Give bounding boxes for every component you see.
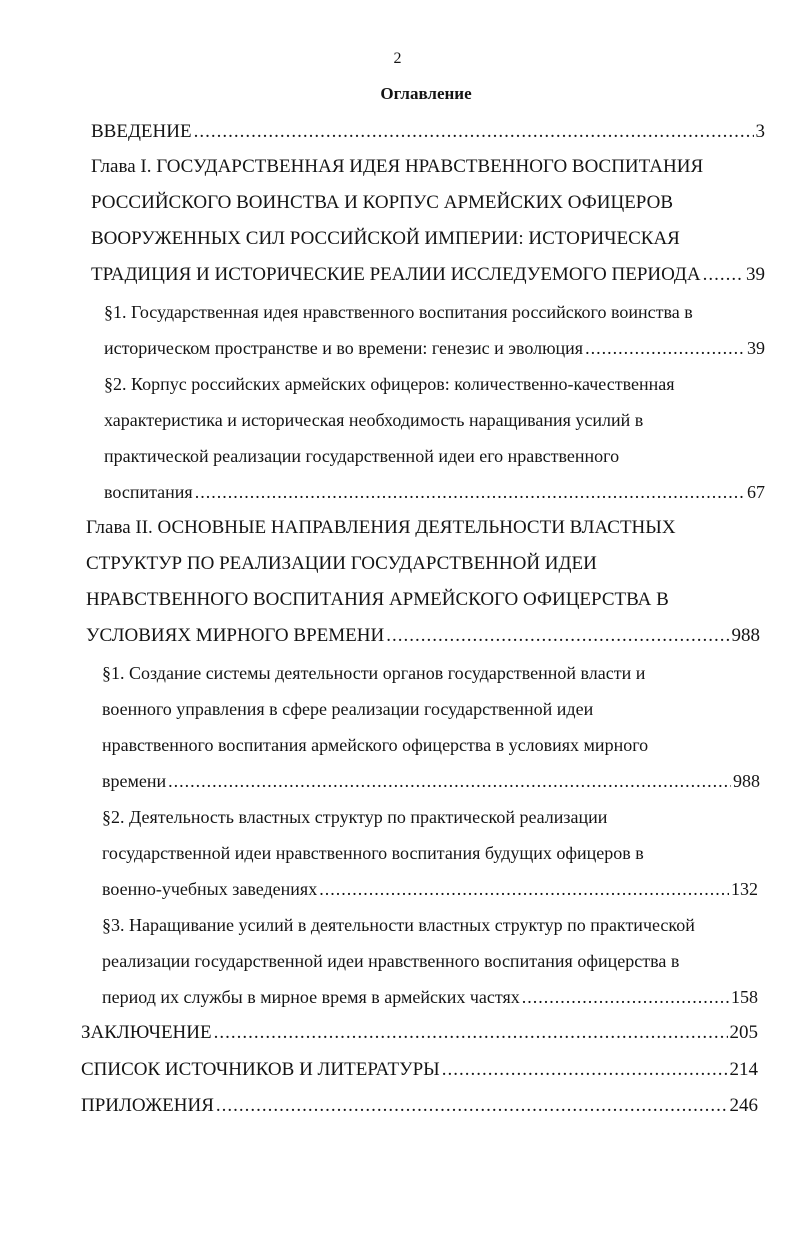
dot-leader xyxy=(216,1092,728,1120)
toc-entry-conclusion[interactable] xyxy=(81,1019,758,1047)
toc-entry-last-line xyxy=(102,875,758,903)
dot-leader xyxy=(585,334,745,362)
toc-entry-title: УСЛОВИЯХ МИРНОГО ВРЕМЕНИ xyxy=(86,625,385,646)
toc-entry-line: государственной идеи нравственного воспитания будущих офицеров в xyxy=(102,843,644,863)
toc-entry-page: 246 xyxy=(729,1095,758,1116)
toc-entry-page: 39 xyxy=(746,264,765,285)
toc-entry-page: 988 xyxy=(731,625,760,646)
dot-leader xyxy=(442,1056,728,1084)
toc-entry-introduction[interactable] xyxy=(91,118,765,146)
toc-entry-page: 988 xyxy=(733,771,760,791)
toc-entry-line: ВООРУЖЕННЫХ СИЛ РОССИЙСКОЙ ИМПЕРИИ: ИСТОРИЧЕСКАЯ xyxy=(91,228,680,249)
toc-entry-page: 214 xyxy=(729,1059,758,1080)
dot-leader xyxy=(703,261,744,289)
toc-entry-title: период их службы в мирное время в армейских частях xyxy=(102,987,520,1007)
toc-entry-title: СПИСОК ИСТОЧНИКОВ И ЛИТЕРАТУРЫ xyxy=(81,1059,440,1080)
dot-leader xyxy=(386,622,729,650)
toc-entry-page: 39 xyxy=(747,338,765,358)
toc-entry-line: §3. Наращивание усилий в деятельности властных структур по практической xyxy=(102,915,695,935)
toc-entry-line: РОССИЙСКОГО ВОИНСТВА И КОРПУС АРМЕЙСКИХ ОФИЦЕРОВ xyxy=(91,192,673,213)
toc-entry-title: ТРАДИЦИЯ И ИСТОРИЧЕСКИЕ РЕАЛИИ ИССЛЕДУЕМОГО ПЕРИОДА xyxy=(91,264,701,285)
toc-entry-last-line xyxy=(102,767,760,795)
toc-entry-line: реализации государственной идеи нравственного воспитания офицерства в xyxy=(102,951,680,971)
toc-entry-last-line xyxy=(104,334,765,362)
toc-entry-line: нравственного воспитания армейского офицерства в условиях мирного xyxy=(102,735,649,755)
toc-entry-line: Глава II. ОСНОВНЫЕ НАПРАВЛЕНИЯ ДЕЯТЕЛЬНОСТИ ВЛАСТНЫХ xyxy=(86,517,676,538)
dot-leader xyxy=(168,767,731,795)
dot-leader xyxy=(319,875,729,903)
toc-entry-last-line xyxy=(86,622,760,650)
toc-entry-title: ВВЕДЕНИЕ xyxy=(91,121,192,142)
toc-entry-title: ЗАКЛЮЧЕНИЕ xyxy=(81,1022,212,1043)
toc-entry-line: практической реализации государственной идеи его нравственного xyxy=(104,446,620,466)
toc-entry-line: НРАВСТВЕННОГО ВОСПИТАНИЯ АРМЕЙСКОГО ОФИЦЕРСТВА В xyxy=(86,589,669,610)
dot-leader xyxy=(194,118,754,146)
toc-entry-page: 158 xyxy=(731,987,758,1007)
toc-entry-title: воспитания xyxy=(104,482,193,502)
dot-leader xyxy=(214,1019,728,1047)
dot-leader xyxy=(195,478,745,506)
toc-entry-title: военно-учебных заведениях xyxy=(102,879,318,899)
toc-entry-page: 132 xyxy=(731,879,758,899)
toc-entry-page: 205 xyxy=(729,1022,758,1043)
toc-entry-line: характеристика и историческая необходимость наращивания усилий в xyxy=(104,410,644,430)
toc-entry-title: времени xyxy=(102,771,167,791)
toc-entry-line: §2. Корпус российских армейских офицеров: количественно-качественная xyxy=(104,374,675,394)
toc-entry-last-line xyxy=(104,478,765,506)
toc-title: Оглавление xyxy=(380,84,472,103)
toc-entry-title: ПРИЛОЖЕНИЯ xyxy=(81,1095,214,1116)
toc-entry-appendices[interactable] xyxy=(81,1092,758,1120)
toc-entry-line: Глава I. ГОСУДАРСТВЕННАЯ ИДЕЯ НРАВСТВЕННОГО ВОСПИТАНИЯ xyxy=(91,156,704,177)
toc-entry-page: 3 xyxy=(755,121,765,142)
toc-entry-line: СТРУКТУР ПО РЕАЛИЗАЦИИ ГОСУДАРСТВЕННОЙ ИДЕИ xyxy=(86,553,597,574)
toc-entry-line: §1. Создание системы деятельности органов государственной власти и xyxy=(102,663,646,683)
toc-entry-bibliography[interactable] xyxy=(81,1056,758,1084)
toc-entry-last-line xyxy=(91,261,765,289)
toc-entry-last-line xyxy=(102,983,758,1011)
dot-leader xyxy=(522,983,729,1011)
toc-entry-line: §1. Государственная идея нравственного воспитания российского воинства в xyxy=(104,302,693,322)
toc-entry-title: историческом пространстве и во времени: генезис и эволюция xyxy=(104,338,584,358)
toc-entry-line: военного управления в сфере реализации государственной идеи xyxy=(102,699,594,719)
page-number: 2 xyxy=(393,50,402,67)
toc-entry-page: 67 xyxy=(747,482,765,502)
toc-entry-line: §2. Деятельность властных структур по практической реализации xyxy=(102,807,608,827)
